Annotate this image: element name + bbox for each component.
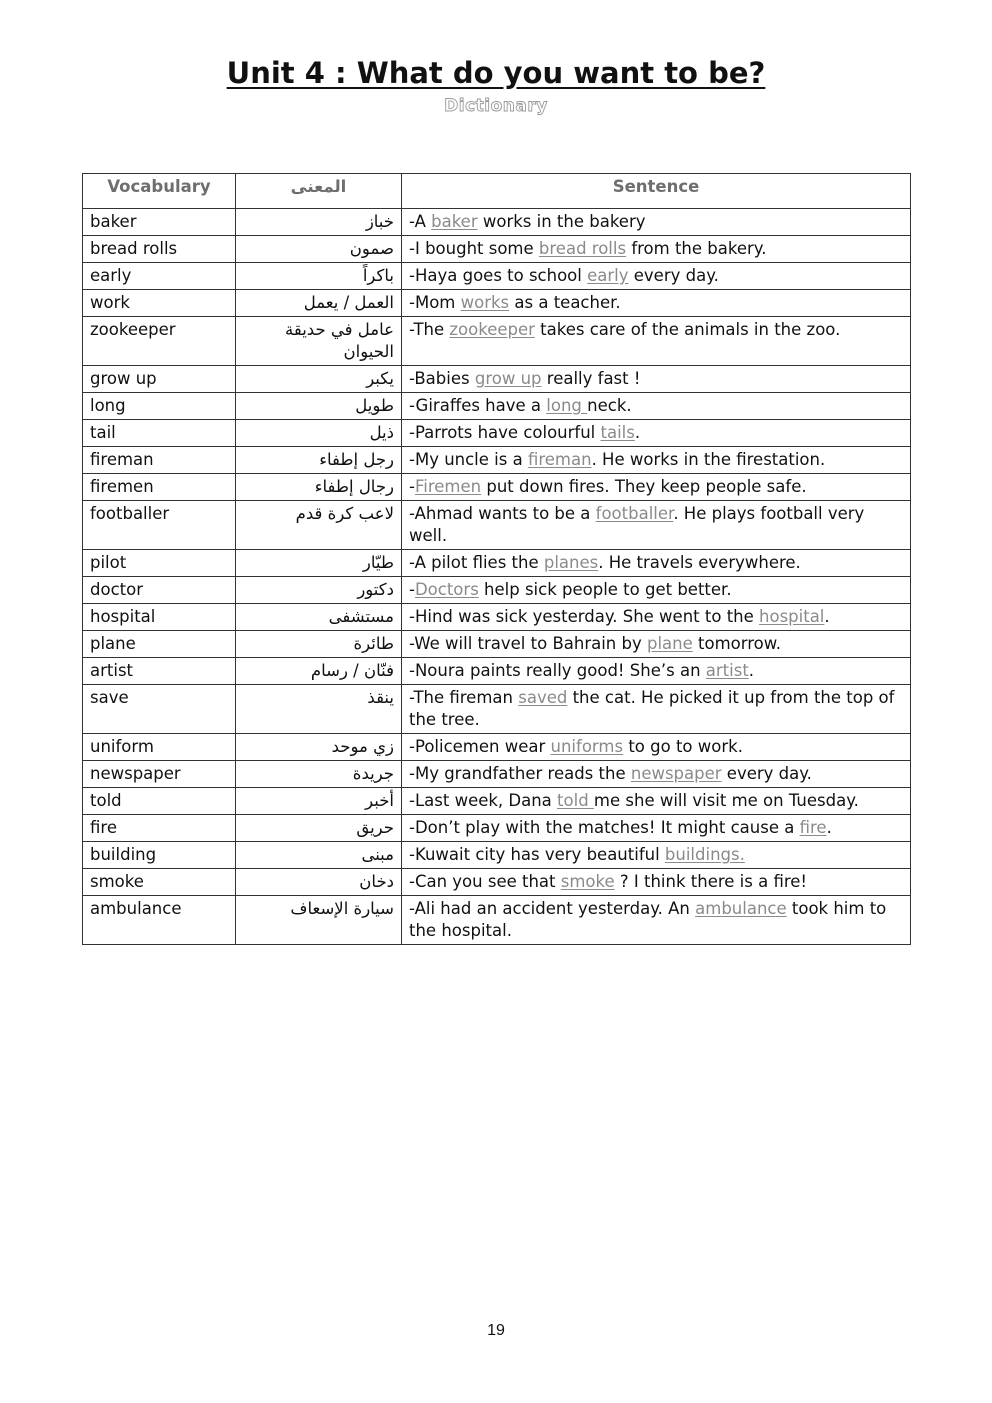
example-sentence (402, 815, 911, 842)
arabic-meaning: ذيل (236, 420, 402, 447)
sentence-start: -Haya goes to school (409, 266, 588, 285)
header-vocabulary: Vocabulary (83, 174, 236, 209)
arabic-meaning: باكراً (236, 263, 402, 290)
sentence-start: -We will travel to Bahrain by (409, 634, 647, 653)
highlighted-word: early (587, 266, 629, 285)
highlighted-word: uniforms (550, 737, 624, 756)
highlighted-word: Firemen (414, 477, 482, 496)
highlighted-word: zookeeper (449, 320, 535, 339)
highlighted-word: bread rolls (538, 239, 627, 258)
vocab-word: baker (83, 209, 236, 236)
highlighted-word: works (460, 293, 510, 312)
vocab-word: tail (83, 420, 236, 447)
vocab-word: fireman (83, 447, 236, 474)
arabic-meaning: جريدة (236, 761, 402, 788)
sentence-start: -Ahmad wants to be a (409, 504, 596, 523)
arabic-meaning: لاعب كرة قدم (236, 501, 402, 550)
example-sentence (402, 420, 911, 447)
vocabulary-table (82, 173, 911, 945)
vocab-word: long (83, 393, 236, 420)
sentence-end: . (826, 818, 832, 837)
sentence-start: -My uncle is a (409, 450, 528, 469)
vocab-word: early (83, 263, 236, 290)
sentence-end: put down fires. They keep people safe. (481, 477, 807, 496)
arabic-meaning: مستشفى (236, 604, 402, 631)
example-sentence (402, 393, 911, 420)
vocab-word: fire (83, 815, 236, 842)
example-sentence (402, 685, 911, 734)
table-row (83, 869, 911, 896)
vocab-word: plane (83, 631, 236, 658)
vocab-word: uniform (83, 734, 236, 761)
sentence-start: -A (409, 212, 432, 231)
table-row (83, 685, 911, 734)
vocab-word: save (83, 685, 236, 734)
vocab-word: ambulance (83, 896, 236, 945)
sentence-end: to go to work. (623, 737, 743, 756)
table-row (83, 209, 911, 236)
highlighted-word: baker (431, 212, 478, 231)
highlighted-word: tails (600, 423, 635, 442)
sentence-start: -Ali had an accident yesterday. An (409, 899, 696, 918)
example-sentence (402, 501, 911, 550)
table-row (83, 393, 911, 420)
arabic-meaning: العمل / يعمل (236, 290, 402, 317)
example-sentence (402, 761, 911, 788)
arabic-meaning: رجل إطفاء (236, 447, 402, 474)
highlighted-word: footballer (595, 504, 674, 523)
arabic-meaning: صمون (236, 236, 402, 263)
highlighted-word: Doctors (414, 580, 479, 599)
vocab-word: footballer (83, 501, 236, 550)
arabic-meaning: سيارة الإسعاف (236, 896, 402, 945)
table-row (83, 474, 911, 501)
example-sentence (402, 869, 911, 896)
sentence-end: ? I think there is a fire! (614, 872, 808, 891)
sentence-end: works in the bakery (477, 212, 646, 231)
vocab-word: told (83, 788, 236, 815)
table-row (83, 236, 911, 263)
arabic-meaning: عامل في حديقة الحيوان (236, 317, 402, 366)
table-row (83, 896, 911, 945)
example-sentence (402, 263, 911, 290)
table-row (83, 501, 911, 550)
vocab-word: building (83, 842, 236, 869)
table-row (83, 290, 911, 317)
highlighted-word: hospital (759, 607, 825, 626)
page-number: 19 (487, 1322, 505, 1339)
highlighted-word: newspaper (630, 764, 722, 783)
sentence-end: . He works in the firestation. (591, 450, 826, 469)
arabic-meaning: خباز (236, 209, 402, 236)
example-sentence (402, 631, 911, 658)
table-row (83, 550, 911, 577)
example-sentence (402, 788, 911, 815)
vocab-word: bread rolls (83, 236, 236, 263)
sentence-end: . (634, 423, 641, 442)
header-sentence: Sentence (402, 174, 911, 209)
table-row (83, 631, 911, 658)
sentence-end: takes care of the animals in the zoo. (534, 320, 841, 339)
sentence-start: -Noura paints really good! She’s an (409, 661, 706, 680)
table-header-row (83, 174, 911, 209)
highlighted-word: fire (799, 818, 827, 837)
highlighted-word: planes (543, 553, 599, 572)
table-row (83, 815, 911, 842)
arabic-meaning: مبنى (236, 842, 402, 869)
vocab-word: grow up (83, 366, 236, 393)
example-sentence (402, 896, 911, 945)
sentence-end: help sick people to get better. (478, 580, 732, 599)
table-row (83, 788, 911, 815)
vocab-word: smoke (83, 869, 236, 896)
sentence-end: . He plays football very well. (409, 504, 865, 545)
sentence-start: -Babies (409, 369, 475, 388)
example-sentence (402, 366, 911, 393)
table-row (83, 734, 911, 761)
table-row (83, 420, 911, 447)
example-sentence (402, 236, 911, 263)
table-row (83, 761, 911, 788)
example-sentence (402, 734, 911, 761)
vocab-word: artist (83, 658, 236, 685)
sentence-start: -My grandfather reads the (409, 764, 631, 783)
table-row (83, 317, 911, 366)
sentence-start: -Parrots have colourful (409, 423, 601, 442)
highlighted-word: grow up (474, 369, 542, 388)
sentence-end: every day. (721, 764, 812, 783)
example-sentence (402, 604, 911, 631)
sentence-start: - (409, 477, 415, 496)
sentence-start: -Kuwait city has very beautiful (409, 845, 665, 864)
example-sentence (402, 317, 911, 366)
arabic-meaning: يكبر (236, 366, 402, 393)
page-subtitle: Dictionary (444, 96, 548, 116)
example-sentence (402, 550, 911, 577)
sentence-end: from the bakery. (626, 239, 767, 258)
vocab-word: pilot (83, 550, 236, 577)
sentence-end: neck. (587, 396, 632, 415)
vocab-word: newspaper (83, 761, 236, 788)
highlighted-word: told (557, 791, 594, 810)
sentence-start: -Giraffes have a (409, 396, 547, 415)
arabic-meaning: حريق (236, 815, 402, 842)
arabic-meaning: أخبر (236, 788, 402, 815)
example-sentence (402, 577, 911, 604)
arabic-meaning: طويل (236, 393, 402, 420)
table-row (83, 366, 911, 393)
table-row (83, 604, 911, 631)
arabic-meaning: دخان (236, 869, 402, 896)
vocab-word: zookeeper (83, 317, 236, 366)
vocab-word: firemen (83, 474, 236, 501)
arabic-meaning: طيّار (236, 550, 402, 577)
highlighted-word: buildings. (664, 845, 745, 864)
sentence-start: -I bought some (409, 239, 539, 258)
highlighted-word: smoke (560, 872, 615, 891)
sentence-end: really fast ! (541, 369, 641, 388)
vocab-word: doctor (83, 577, 236, 604)
header-meaning: المعنى (236, 174, 402, 209)
example-sentence (402, 474, 911, 501)
vocab-word: hospital (83, 604, 236, 631)
table-row (83, 577, 911, 604)
sentence-start: -Mom (409, 293, 461, 312)
arabic-meaning: زي موحد (236, 734, 402, 761)
sentence-start: - (409, 580, 415, 599)
arabic-meaning: ينقذ (236, 685, 402, 734)
sentence-start: -Hind was sick yesterday. She went to the (409, 607, 760, 626)
sentence-end: took him to the hospital. (409, 899, 887, 940)
sentence-start: -The (409, 320, 450, 339)
highlighted-word: long (546, 396, 588, 415)
vocab-word: work (83, 290, 236, 317)
highlighted-word: saved (518, 688, 568, 707)
sentence-start: -Last week, Dana (409, 791, 558, 810)
sentence-start: -Don’t play with the matches! It might cause a (409, 818, 800, 837)
table-row (83, 263, 911, 290)
sentence-start: -Can you see that (409, 872, 561, 891)
example-sentence (402, 209, 911, 236)
page-title: Unit 4 : What do you want to be? (226, 56, 766, 90)
arabic-meaning: رجال إطفاء (236, 474, 402, 501)
highlighted-word: fireman (527, 450, 592, 469)
sentence-start: -Policemen wear (409, 737, 551, 756)
sentence-start: -A pilot flies the (409, 553, 544, 572)
example-sentence (402, 290, 911, 317)
sentence-end: . (748, 661, 755, 680)
arabic-meaning: دكتور (236, 577, 402, 604)
sentence-end: as a teacher. (509, 293, 621, 312)
sentence-end: . He travels everywhere. (598, 553, 801, 572)
table-row (83, 842, 911, 869)
table-row (83, 658, 911, 685)
example-sentence (402, 447, 911, 474)
sentence-end: the cat. He picked it up from the top of the tree. (409, 688, 895, 729)
example-sentence (402, 842, 911, 869)
sentence-start: -The fireman (409, 688, 519, 707)
highlighted-word: plane (647, 634, 693, 653)
arabic-meaning: طائرة (236, 631, 402, 658)
highlighted-word: artist (705, 661, 749, 680)
sentence-end: . (824, 607, 830, 626)
sentence-end: tomorrow. (692, 634, 781, 653)
example-sentence (402, 658, 911, 685)
table-row (83, 447, 911, 474)
arabic-meaning: فنّان / رسام (236, 658, 402, 685)
sentence-end: every day. (628, 266, 719, 285)
highlighted-word: ambulance (695, 899, 787, 918)
sentence-end: me she will visit me on Tuesday. (593, 791, 859, 810)
